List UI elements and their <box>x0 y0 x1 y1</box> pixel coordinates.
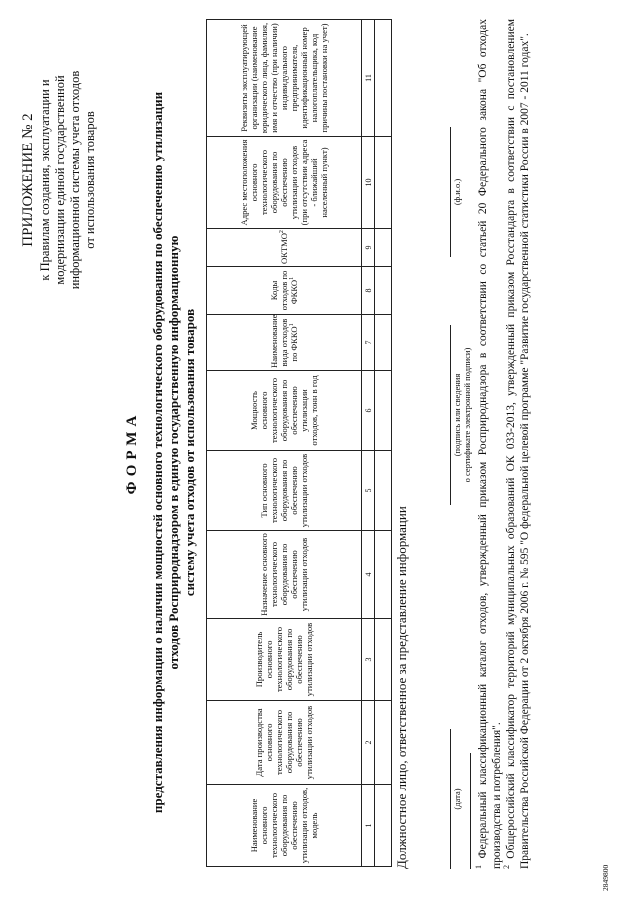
table-cell[interactable] <box>375 701 392 785</box>
column-header <box>207 315 362 371</box>
signature-caption <box>452 325 472 505</box>
signature-caption-line: о сертификате электронной подписи) <box>462 347 472 483</box>
appendix-line: от использования товаров <box>83 111 97 249</box>
table-cell[interactable] <box>375 229 392 267</box>
column-header <box>207 531 362 619</box>
footnote-ref: 2 <box>279 230 286 234</box>
footnote-1 <box>476 19 504 869</box>
column-number: 8 <box>362 267 375 315</box>
signature-line <box>450 325 451 505</box>
column-header-text: Назначение основного технологического оборудования по обеспечению утилизации отходов <box>259 533 309 616</box>
column-header-text: Тип основного технологического оборудования по обеспечению утилизации отходов <box>259 453 309 528</box>
column-header-text: Наименование основного технологического оборудования по обеспечению утилизации отходов, модель <box>249 787 319 864</box>
name-caption: (ф.и.о.) <box>452 178 462 206</box>
footnote-mark: 1 <box>474 864 484 869</box>
appendix-number: ПРИЛОЖЕНИЕ № 2 <box>20 113 36 247</box>
column-header <box>207 619 362 701</box>
form-title-line: систему учета отходов от использования товаров <box>182 308 197 597</box>
form-title <box>150 0 198 905</box>
footnote-2 <box>504 19 532 869</box>
appendix-line: информационной системы учета отходов <box>68 70 82 290</box>
date-caption: (дата) <box>452 788 462 810</box>
table-cell[interactable] <box>375 267 392 315</box>
column-number: 1 <box>362 785 375 867</box>
column-header <box>207 229 362 267</box>
footnotes <box>476 19 532 869</box>
column-header <box>207 701 362 785</box>
column-header-text: Дата производства основного технологического оборудования по обеспечению утилизации отходов <box>254 705 314 780</box>
column-header <box>207 371 362 451</box>
column-header <box>207 20 362 137</box>
appendix-header <box>18 30 98 330</box>
column-number: 11 <box>362 20 375 137</box>
column-number: 6 <box>362 371 375 451</box>
column-header <box>207 451 362 531</box>
column-header <box>207 267 362 315</box>
column-header-text: Мощность основного технологического оборудования по обеспечению утилизации отходов, тонн в год <box>249 375 319 446</box>
signature-caption-line: (подпись или сведения <box>452 373 462 457</box>
table-cell[interactable] <box>375 315 392 371</box>
column-number: 5 <box>362 451 375 531</box>
date-line <box>450 729 451 869</box>
appendix-line: модернизации единой государственной <box>53 75 67 285</box>
table-cell[interactable] <box>375 20 392 137</box>
column-header <box>207 137 362 229</box>
official-label: Должностное лицо, ответственное за представление информации <box>394 506 409 869</box>
column-number: 10 <box>362 137 375 229</box>
form-heading: ФОРМА <box>124 410 140 495</box>
table-header-row <box>207 20 362 867</box>
table-cell[interactable] <box>375 137 392 229</box>
table-cell[interactable] <box>375 531 392 619</box>
column-header-text: Производитель основного технологического оборудования по обеспечению утилизации отходов <box>254 622 314 697</box>
column-header-text: Адрес местоположения основного технологического оборудования по обеспечению утилизации отходов (при отсутствии адреса - ближайший населенный пункт) <box>239 139 329 226</box>
table-cell[interactable] <box>375 619 392 701</box>
table-cell[interactable] <box>375 785 392 867</box>
column-number: 3 <box>362 619 375 701</box>
footnote-text: Общероссийский классификатор территорий муниципальных образований ОК 033-2013, утвержденный приказом Росстандарта в соответствии с постановлением Правительства Российской Федерации от 2 октября 2006 г. № 595 "О федеральной целевой программе "Развитие государственной статистики России в 2007 - 2011 годах". <box>505 19 531 869</box>
name-line <box>450 127 451 257</box>
form-title-line: отходов Росприроднадзором в единую государственную информационную <box>166 235 181 670</box>
column-number-row <box>362 20 375 867</box>
column-number: 4 <box>362 531 375 619</box>
table-cell[interactable] <box>375 371 392 451</box>
column-number: 2 <box>362 701 375 785</box>
footnote-ref: 1 <box>289 276 296 280</box>
column-header-text: ОКТМО <box>279 233 289 264</box>
footnote-mark: 2 <box>502 864 512 869</box>
column-number: 9 <box>362 229 375 267</box>
document-code: 2849800 <box>601 864 610 891</box>
column-header-text: Реквизиты эксплуатирующей организации (наименование юридического лица, фамилия, имя и отчество (при наличии) индивидуального предпринимателя, идентификационный номер налогоплательщика, код причины постановки на учет) <box>239 22 329 134</box>
form-title-line: представления информации о наличии мощностей основного технологического оборудования по обеспечению утилизации <box>150 91 165 814</box>
column-header-text: Наименование вида отходов по ФККО <box>269 314 299 368</box>
equipment-table <box>206 19 392 867</box>
column-header-text: Коды отходов по ФККО <box>269 270 299 311</box>
footnote-rule <box>470 753 471 869</box>
appendix-line: к Правилам создания, эксплуатации и <box>38 79 52 281</box>
footnote-text: Федеральный классификационный каталог отходов, утвержденный приказом Росприроднадзора в соответствии со статьей 20 Федерального закона "Об отходах производства и потребления". <box>477 19 503 869</box>
table-cell[interactable] <box>375 451 392 531</box>
table-row <box>375 20 392 867</box>
column-header <box>207 785 362 867</box>
footnote-ref: 1 <box>289 323 296 327</box>
column-number: 7 <box>362 315 375 371</box>
